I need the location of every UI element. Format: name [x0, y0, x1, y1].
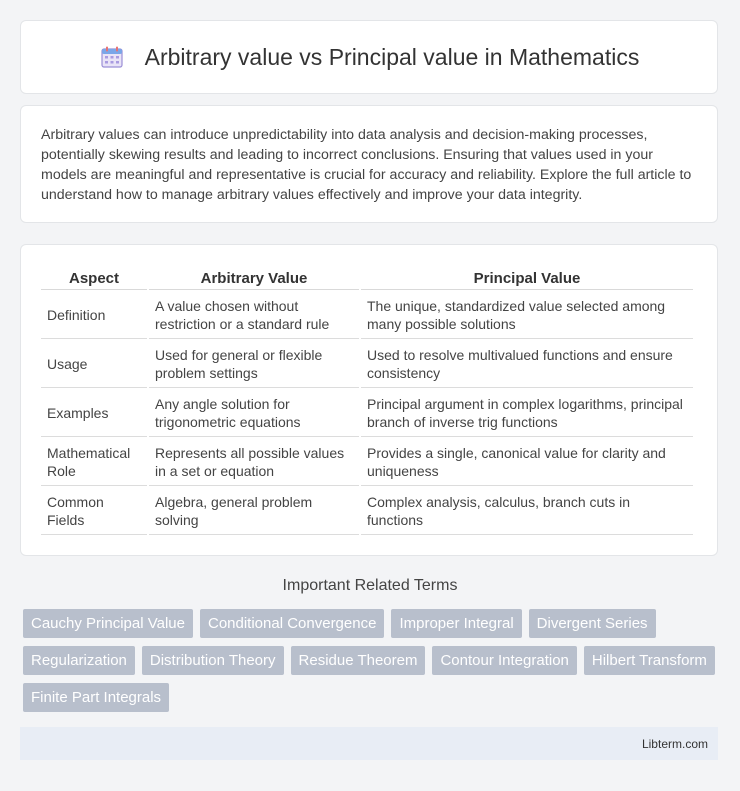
cell-arbitrary: A value chosen without restriction or a standard rule: [149, 292, 359, 339]
cell-principal: Principal argument in complex logarithms, principal branch of inverse trig functions: [361, 390, 693, 437]
tag-regularization[interactable]: Regularization: [23, 646, 135, 675]
tag-hilbert-transform[interactable]: Hilbert Transform: [584, 646, 715, 675]
cell-principal: The unique, standardized value selected among many possible solutions: [361, 292, 693, 339]
cell-principal: Complex analysis, calculus, branch cuts in functions: [361, 488, 693, 535]
cell-arbitrary: Represents all possible values in a set or equation: [149, 439, 359, 486]
comparison-table: [39, 265, 695, 537]
tag-cauchy-principal-value[interactable]: Cauchy Principal Value: [23, 609, 193, 638]
footer: [20, 727, 718, 760]
intro-card: [20, 105, 718, 223]
tag-divergent-series[interactable]: Divergent Series: [529, 609, 656, 638]
table-row: [41, 488, 693, 535]
cell-aspect: Examples: [41, 390, 147, 437]
cell-principal: Used to resolve multivalued functions and ensure consistency: [361, 341, 693, 388]
table-row: [41, 292, 693, 339]
tag-distribution-theory[interactable]: Distribution Theory: [142, 646, 284, 675]
intro-text: Arbitrary values can introduce unpredictability into data analysis and decision-making processes, potentially skewing results and leading to incorrect conclusions. Ensuring that values used in your models are meaningful and representative is crucial for accuracy and reliability. Explore the full article to understand how to manage arbitrary values effectively and improve your data integrity.: [41, 127, 692, 203]
page-title: Arbitrary value vs Principal value in Mathematics: [144, 43, 640, 70]
header-aspect: Aspect: [41, 267, 147, 290]
cell-aspect: Mathematical Role: [41, 439, 147, 486]
cell-aspect: Definition: [41, 292, 147, 339]
header-principal-value: Principal Value: [361, 267, 693, 290]
comparison-card: [20, 244, 718, 556]
calendar-icon: [99, 44, 125, 70]
tag-contour-integration[interactable]: Contour Integration: [432, 646, 576, 675]
tag-improper-integral[interactable]: Improper Integral: [391, 609, 521, 638]
tag-conditional-convergence[interactable]: Conditional Convergence: [200, 609, 384, 638]
table-row: [41, 390, 693, 437]
cell-principal: Provides a single, canonical value for clarity and uniqueness: [361, 439, 693, 486]
tag-finite-part-integrals[interactable]: Finite Part Integrals: [23, 683, 169, 712]
related-terms-list: [23, 609, 723, 720]
table-row: [41, 341, 693, 388]
cell-arbitrary: Any angle solution for trigonometric equations: [149, 390, 359, 437]
table-header-row: [41, 267, 693, 290]
cell-arbitrary: Used for general or flexible problem settings: [149, 341, 359, 388]
header-arbitrary-value: Arbitrary Value: [149, 267, 359, 290]
title-card: [20, 20, 718, 94]
tag-residue-theorem[interactable]: Residue Theorem: [291, 646, 426, 675]
cell-arbitrary: Algebra, general problem solving: [149, 488, 359, 535]
cell-aspect: Common Fields: [41, 488, 147, 535]
table-row: [41, 439, 693, 486]
related-terms-title: Important Related Terms: [282, 577, 458, 594]
cell-aspect: Usage: [41, 341, 147, 388]
footer-site-link[interactable]: Libterm.com: [641, 736, 708, 751]
